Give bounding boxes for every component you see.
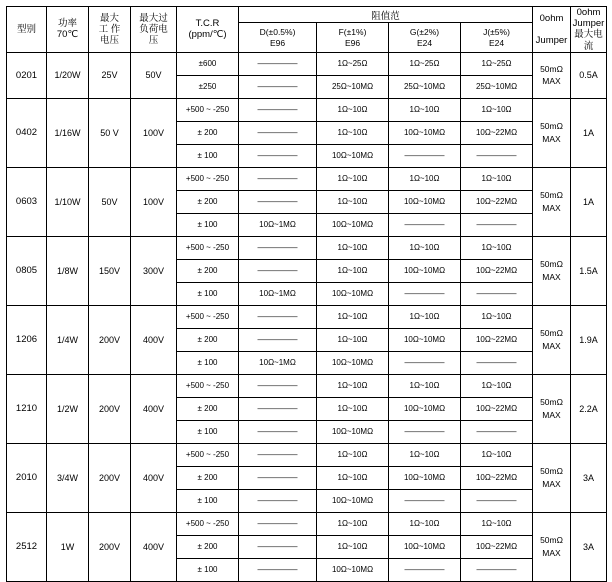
- cell-jumper: [533, 305, 571, 374]
- cell-range-g: —————: [389, 489, 461, 512]
- cell-range-j: 1Ω~10Ω: [461, 443, 533, 466]
- cell-jumper: [533, 512, 571, 581]
- cell-range-d: 10Ω~1MΩ: [239, 282, 317, 305]
- jumper-max-label: MAX: [542, 271, 561, 282]
- cell-range-g: 10Ω~10MΩ: [389, 259, 461, 282]
- cell-jumper: [533, 167, 571, 236]
- jumper-max-label: MAX: [542, 202, 561, 213]
- cell-max-overload-voltage: 100V: [131, 98, 177, 167]
- table-row: [7, 512, 607, 535]
- cell-max-overload-voltage: 50V: [131, 52, 177, 98]
- header-resistance-range-group: 阻值范: [239, 7, 533, 23]
- cell-range-j: —————: [461, 489, 533, 512]
- table-body: [7, 52, 607, 581]
- cell-range-j: 10Ω~22MΩ: [461, 466, 533, 489]
- header-model: 型别: [7, 7, 47, 53]
- cell-range-d: —————: [239, 420, 317, 443]
- cell-tcr: ± 100: [177, 351, 239, 374]
- cell-max-overload-voltage: 400V: [131, 374, 177, 443]
- header-range-f: F(±1%) E96: [317, 23, 389, 52]
- cell-range-f: 10Ω~10MΩ: [317, 282, 389, 305]
- cell-tcr: +500 ~ -250: [177, 374, 239, 397]
- header-power: 功率 70℃: [47, 7, 89, 53]
- cell-power: 1/20W: [47, 52, 89, 98]
- cell-range-d: —————: [239, 489, 317, 512]
- jumper-value: 50mΩ: [540, 535, 563, 546]
- cell-model: 0805: [7, 236, 47, 305]
- cell-range-f: 10Ω~10MΩ: [317, 420, 389, 443]
- cell-tcr: +500 ~ -250: [177, 167, 239, 190]
- cell-range-f: 1Ω~10Ω: [317, 167, 389, 190]
- jumper-value: 50mΩ: [540, 259, 563, 270]
- jumper-max-label: MAX: [542, 478, 561, 489]
- cell-range-g: 25Ω~10MΩ: [389, 75, 461, 98]
- header-max-working-voltage: 最大 工 作 电压: [89, 7, 131, 53]
- cell-jumper: [533, 374, 571, 443]
- cell-power: 1/2W: [47, 374, 89, 443]
- cell-range-g: 1Ω~25Ω: [389, 52, 461, 75]
- cell-range-g: 10Ω~10MΩ: [389, 535, 461, 558]
- cell-tcr: ± 100: [177, 213, 239, 236]
- table-row: [7, 98, 607, 121]
- cell-max-working-voltage: 25V: [89, 52, 131, 98]
- cell-range-f: 1Ω~25Ω: [317, 52, 389, 75]
- cell-tcr: ± 200: [177, 466, 239, 489]
- cell-jumper: [533, 52, 571, 98]
- cell-range-f: 1Ω~10Ω: [317, 512, 389, 535]
- cell-model: 2010: [7, 443, 47, 512]
- cell-range-d: —————: [239, 259, 317, 282]
- cell-range-d: —————: [239, 190, 317, 213]
- cell-range-j: 1Ω~10Ω: [461, 98, 533, 121]
- cell-max-overload-voltage: 400V: [131, 512, 177, 581]
- cell-range-f: 1Ω~10Ω: [317, 466, 389, 489]
- cell-range-d: —————: [239, 374, 317, 397]
- cell-jumper-max-current: 3A: [571, 512, 607, 581]
- jumper-value: 50mΩ: [540, 397, 563, 408]
- cell-tcr: +500 ~ -250: [177, 98, 239, 121]
- cell-range-g: —————: [389, 558, 461, 581]
- specification-table: [6, 6, 607, 582]
- cell-jumper: [533, 98, 571, 167]
- cell-range-j: 1Ω~10Ω: [461, 236, 533, 259]
- cell-tcr: ± 100: [177, 489, 239, 512]
- cell-max-overload-voltage: 400V: [131, 305, 177, 374]
- cell-model: 0603: [7, 167, 47, 236]
- cell-max-overload-voltage: 400V: [131, 443, 177, 512]
- cell-range-f: 1Ω~10Ω: [317, 443, 389, 466]
- cell-tcr: ±600: [177, 52, 239, 75]
- cell-tcr: ±250: [177, 75, 239, 98]
- cell-range-j: 10Ω~22MΩ: [461, 535, 533, 558]
- cell-range-f: 1Ω~10Ω: [317, 98, 389, 121]
- cell-model: 2512: [7, 512, 47, 581]
- cell-range-f: 10Ω~10MΩ: [317, 489, 389, 512]
- cell-range-f: 1Ω~10Ω: [317, 305, 389, 328]
- cell-range-g: —————: [389, 144, 461, 167]
- cell-range-d: —————: [239, 52, 317, 75]
- cell-power: 1/10W: [47, 167, 89, 236]
- cell-range-f: 1Ω~10Ω: [317, 374, 389, 397]
- cell-power: 1W: [47, 512, 89, 581]
- cell-range-f: 10Ω~10MΩ: [317, 558, 389, 581]
- cell-range-g: —————: [389, 282, 461, 305]
- jumper-value: 50mΩ: [540, 466, 563, 477]
- cell-range-f: 10Ω~10MΩ: [317, 213, 389, 236]
- cell-power: 1/8W: [47, 236, 89, 305]
- cell-jumper-max-current: 1A: [571, 98, 607, 167]
- cell-range-d: —————: [239, 466, 317, 489]
- header-range-g: G(±2%) E24: [389, 23, 461, 52]
- cell-range-j: 1Ω~10Ω: [461, 374, 533, 397]
- cell-power: 1/16W: [47, 98, 89, 167]
- cell-tcr: ± 200: [177, 328, 239, 351]
- cell-jumper-max-current: 1.5A: [571, 236, 607, 305]
- cell-range-f: 10Ω~10MΩ: [317, 351, 389, 374]
- cell-power: 1/4W: [47, 305, 89, 374]
- header-range-j: J(±5%) E24: [461, 23, 533, 52]
- cell-tcr: ± 100: [177, 420, 239, 443]
- jumper-value: 50mΩ: [540, 190, 563, 201]
- cell-range-d: —————: [239, 558, 317, 581]
- cell-range-d: —————: [239, 397, 317, 420]
- table-row: [7, 167, 607, 190]
- cell-range-f: 1Ω~10Ω: [317, 121, 389, 144]
- cell-range-d: —————: [239, 305, 317, 328]
- cell-range-d: —————: [239, 236, 317, 259]
- cell-max-working-voltage: 150V: [89, 236, 131, 305]
- cell-tcr: ± 200: [177, 190, 239, 213]
- cell-tcr: +500 ~ -250: [177, 236, 239, 259]
- header-tcr: T.C.R (ppm/℃): [177, 7, 239, 53]
- cell-tcr: ± 200: [177, 535, 239, 558]
- cell-range-g: 1Ω~10Ω: [389, 512, 461, 535]
- cell-max-working-voltage: 200V: [89, 305, 131, 374]
- cell-model: 1210: [7, 374, 47, 443]
- cell-range-f: 10Ω~10MΩ: [317, 144, 389, 167]
- cell-range-d: —————: [239, 144, 317, 167]
- cell-tcr: +500 ~ -250: [177, 443, 239, 466]
- cell-range-g: 1Ω~10Ω: [389, 305, 461, 328]
- jumper-max-label: MAX: [542, 133, 561, 144]
- cell-range-g: —————: [389, 213, 461, 236]
- cell-max-working-voltage: 50 V: [89, 98, 131, 167]
- cell-range-g: 10Ω~10MΩ: [389, 328, 461, 351]
- cell-max-overload-voltage: 300V: [131, 236, 177, 305]
- table-row: [7, 305, 607, 328]
- cell-tcr: ± 200: [177, 121, 239, 144]
- cell-range-d: —————: [239, 443, 317, 466]
- cell-range-g: —————: [389, 420, 461, 443]
- cell-range-g: 10Ω~10MΩ: [389, 397, 461, 420]
- jumper-value: 50mΩ: [540, 121, 563, 132]
- cell-max-working-voltage: 200V: [89, 512, 131, 581]
- cell-range-g: 10Ω~10MΩ: [389, 466, 461, 489]
- cell-range-d: —————: [239, 512, 317, 535]
- cell-range-d: 10Ω~1MΩ: [239, 213, 317, 236]
- cell-range-f: 1Ω~10Ω: [317, 259, 389, 282]
- cell-range-j: —————: [461, 558, 533, 581]
- cell-max-overload-voltage: 100V: [131, 167, 177, 236]
- jumper-max-label: MAX: [542, 340, 561, 351]
- cell-range-f: 1Ω~10Ω: [317, 236, 389, 259]
- cell-range-j: 1Ω~10Ω: [461, 167, 533, 190]
- cell-range-f: 1Ω~10Ω: [317, 535, 389, 558]
- cell-range-g: 10Ω~10MΩ: [389, 121, 461, 144]
- header-row-group: [7, 7, 607, 23]
- table-row: [7, 52, 607, 75]
- cell-model: 1206: [7, 305, 47, 374]
- jumper-max-label: MAX: [542, 547, 561, 558]
- cell-model: 0201: [7, 52, 47, 98]
- header-jumper-max-current: 0ohm Jumper 最大电 流: [571, 7, 607, 53]
- table-row: [7, 374, 607, 397]
- header-max-overload-voltage: 最大过 负荷电 压: [131, 7, 177, 53]
- cell-range-j: —————: [461, 351, 533, 374]
- cell-range-j: 10Ω~22MΩ: [461, 259, 533, 282]
- cell-range-f: 1Ω~10Ω: [317, 190, 389, 213]
- jumper-max-label: MAX: [542, 76, 561, 87]
- jumper-value: 50mΩ: [540, 328, 563, 339]
- cell-range-j: 10Ω~22MΩ: [461, 328, 533, 351]
- cell-range-f: 1Ω~10Ω: [317, 328, 389, 351]
- cell-range-d: —————: [239, 98, 317, 121]
- header-range-d: D(±0.5%) E96: [239, 23, 317, 52]
- cell-range-f: 1Ω~10Ω: [317, 397, 389, 420]
- cell-max-working-voltage: 200V: [89, 443, 131, 512]
- cell-range-g: 1Ω~10Ω: [389, 374, 461, 397]
- cell-range-d: —————: [239, 328, 317, 351]
- cell-jumper-max-current: 1A: [571, 167, 607, 236]
- cell-range-j: 1Ω~10Ω: [461, 305, 533, 328]
- cell-range-g: 1Ω~10Ω: [389, 167, 461, 190]
- cell-jumper-max-current: 2.2A: [571, 374, 607, 443]
- cell-tcr: ± 200: [177, 259, 239, 282]
- cell-jumper: [533, 236, 571, 305]
- cell-range-j: 25Ω~10MΩ: [461, 75, 533, 98]
- cell-tcr: ± 200: [177, 397, 239, 420]
- cell-range-j: 10Ω~22MΩ: [461, 121, 533, 144]
- cell-range-d: —————: [239, 75, 317, 98]
- header-jumper: 0ohm Jumper: [533, 7, 571, 53]
- cell-range-j: 1Ω~10Ω: [461, 512, 533, 535]
- jumper-max-label: MAX: [542, 409, 561, 420]
- cell-range-g: 10Ω~10MΩ: [389, 190, 461, 213]
- cell-tcr: ± 100: [177, 282, 239, 305]
- cell-power: 3/4W: [47, 443, 89, 512]
- cell-range-j: 1Ω~25Ω: [461, 52, 533, 75]
- table-row: [7, 236, 607, 259]
- cell-jumper-max-current: 3A: [571, 443, 607, 512]
- cell-range-d: —————: [239, 121, 317, 144]
- cell-tcr: ± 100: [177, 144, 239, 167]
- cell-range-j: 10Ω~22MΩ: [461, 190, 533, 213]
- cell-range-g: —————: [389, 351, 461, 374]
- cell-max-working-voltage: 200V: [89, 374, 131, 443]
- cell-range-j: —————: [461, 420, 533, 443]
- cell-range-f: 25Ω~10MΩ: [317, 75, 389, 98]
- cell-range-g: 1Ω~10Ω: [389, 236, 461, 259]
- cell-range-g: 1Ω~10Ω: [389, 443, 461, 466]
- cell-tcr: ± 100: [177, 558, 239, 581]
- cell-range-d: 10Ω~1MΩ: [239, 351, 317, 374]
- cell-range-j: —————: [461, 144, 533, 167]
- cell-max-working-voltage: 50V: [89, 167, 131, 236]
- cell-range-j: —————: [461, 282, 533, 305]
- cell-tcr: +500 ~ -250: [177, 512, 239, 535]
- cell-model: 0402: [7, 98, 47, 167]
- cell-jumper-max-current: 0.5A: [571, 52, 607, 98]
- cell-range-g: 1Ω~10Ω: [389, 98, 461, 121]
- cell-jumper-max-current: 1.9A: [571, 305, 607, 374]
- table-header: [7, 7, 607, 53]
- cell-jumper: [533, 443, 571, 512]
- jumper-value: 50mΩ: [540, 63, 563, 74]
- table-row: [7, 443, 607, 466]
- cell-tcr: +500 ~ -250: [177, 305, 239, 328]
- cell-range-j: 10Ω~22MΩ: [461, 397, 533, 420]
- cell-range-d: —————: [239, 535, 317, 558]
- cell-range-d: —————: [239, 167, 317, 190]
- cell-range-j: —————: [461, 213, 533, 236]
